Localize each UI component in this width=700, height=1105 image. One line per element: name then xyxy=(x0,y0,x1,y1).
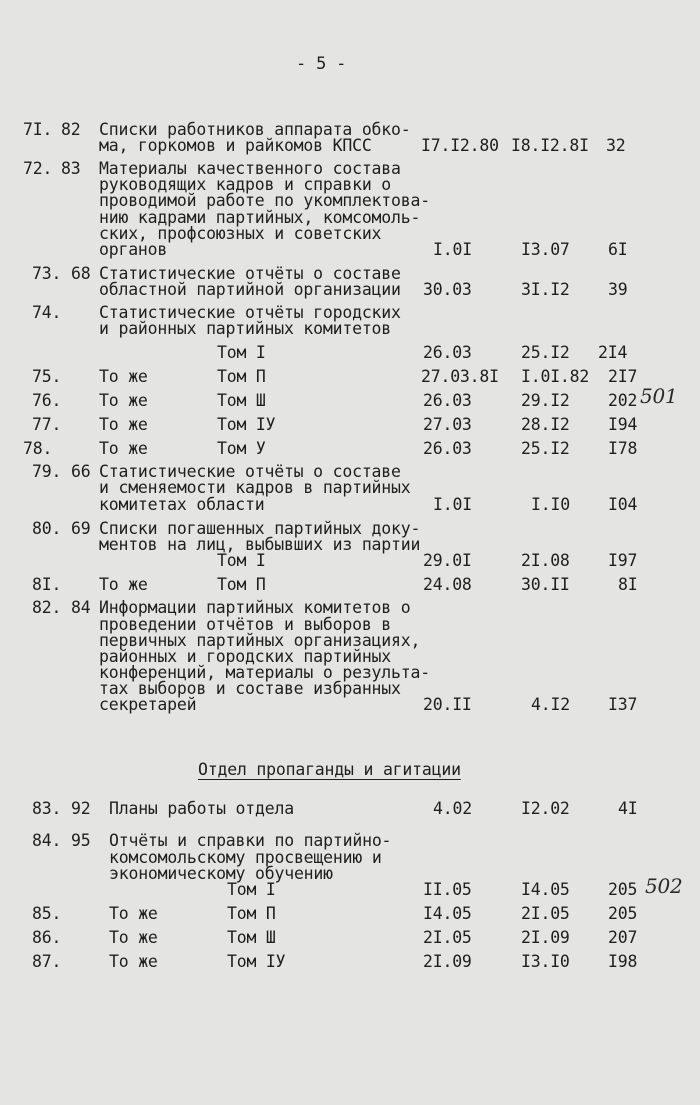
handwritten-note: 501 xyxy=(640,384,678,408)
entry-number: 72. xyxy=(23,159,53,178)
entry-description-line: областной партийной организации xyxy=(99,280,401,299)
entry-description-line: То же xyxy=(99,439,148,458)
entry-description-line: районных и городских партийных xyxy=(99,647,392,666)
entry-sheets: 8I xyxy=(618,575,638,594)
entry-description-line: То же xyxy=(109,952,158,971)
entry-end-date: 2I.09 xyxy=(521,928,570,947)
entry-sheets: 205 xyxy=(608,880,638,899)
entry-description-line: Информации партийных комитетов о xyxy=(99,598,411,617)
entry-description-line: Статистические отчёты о составе xyxy=(99,462,401,481)
entry-sheets: I97 xyxy=(608,551,638,570)
entry-number: 83. xyxy=(32,799,62,818)
entry-description-line: первичных партийных организациях, xyxy=(99,631,421,650)
entry-start-date: 4.02 xyxy=(433,799,472,818)
entry-start-date: 26.03 xyxy=(423,343,472,362)
entry-end-date: 4.I2 xyxy=(531,695,570,714)
entry-volume: Том П xyxy=(217,367,266,386)
entry-description-line: Статистические отчёты городских xyxy=(99,303,401,322)
entry-start-date: 26.03 xyxy=(423,439,472,458)
entry-description-line: То же xyxy=(109,928,158,947)
entry-number: 82. xyxy=(32,598,62,617)
entry-number: 87. xyxy=(32,952,62,971)
entry-end-date: I4.05 xyxy=(521,880,570,899)
entry-number: 79. xyxy=(32,462,62,481)
entry-sheets: 39 xyxy=(608,280,628,299)
entry-description-line: ментов на лиц, выбывших из партии xyxy=(99,535,421,554)
entry-description-line: и сменяемости кадров в партийных xyxy=(99,478,411,497)
entry-sheets: 6I xyxy=(608,240,628,259)
entry-ref: 66 xyxy=(71,462,91,481)
entry-description-line: То же xyxy=(99,575,148,594)
entry-end-date: 29.I2 xyxy=(521,391,570,410)
entry-volume: Том I xyxy=(217,343,266,362)
entry-description-line: Списки работников аппарата обко- xyxy=(99,120,411,139)
entry-number: 76. xyxy=(32,391,62,410)
entry-sheets: 2I4 xyxy=(598,343,628,362)
entry-end-date: 2I.05 xyxy=(521,904,570,923)
entry-number: 86. xyxy=(32,928,62,947)
entry-sheets: 4I xyxy=(618,799,638,818)
entry-volume: Том IУ xyxy=(217,415,276,434)
entry-ref: 69 xyxy=(71,519,91,538)
entry-description-line: То же xyxy=(99,367,148,386)
entry-description-line: руководящих кадров и справки о xyxy=(99,175,392,194)
entry-volume: Том П xyxy=(227,904,276,923)
entry-start-date: 24.08 xyxy=(423,575,472,594)
entry-description-line: тах выборов и составе избранных xyxy=(99,679,401,698)
entry-number: 73. xyxy=(32,264,62,283)
entry-volume: Том I xyxy=(217,551,266,570)
entry-number: 85. xyxy=(32,904,62,923)
entry-start-date: 26.03 xyxy=(423,391,472,410)
entry-volume: Том П xyxy=(217,575,266,594)
entry-description-line: Материалы качественного состава xyxy=(99,159,401,178)
entry-start-date: I7.I2.80 xyxy=(421,136,499,155)
entry-start-date: II.05 xyxy=(423,880,472,899)
entry-end-date: 25.I2 xyxy=(521,439,570,458)
entry-description-line: То же xyxy=(99,415,148,434)
entry-number: 84. xyxy=(32,831,62,850)
entry-ref: 82 xyxy=(61,120,81,139)
entry-number: 7I. xyxy=(23,120,53,139)
entry-number: 80. xyxy=(32,519,62,538)
entry-end-date: I3.I0 xyxy=(521,952,570,971)
entry-ref: 83 xyxy=(61,159,81,178)
entry-ref: 84 xyxy=(71,598,91,617)
entry-end-date: I2.02 xyxy=(521,799,570,818)
entry-sheets: 207 xyxy=(608,928,638,947)
entry-sheets: I04 xyxy=(608,495,638,514)
entry-description-line: То же xyxy=(99,391,148,410)
entry-sheets: I94 xyxy=(608,415,638,434)
entry-description-line: Планы работы отдела xyxy=(109,799,294,818)
entry-end-date: I8.I2.8I xyxy=(511,136,589,155)
entry-volume: Том У xyxy=(217,439,266,458)
entry-start-date: I.0I xyxy=(433,240,472,259)
entry-number: 8I. xyxy=(32,575,62,594)
entry-description-line: нию кадрами партийных, комсомоль- xyxy=(99,208,421,227)
entry-start-date: 2I.05 xyxy=(423,928,472,947)
entry-number: 78. xyxy=(23,439,53,458)
entry-description-line: органов xyxy=(99,240,168,259)
entry-sheets: I37 xyxy=(608,695,638,714)
entry-start-date: 2I.09 xyxy=(423,952,472,971)
entry-number: 75. xyxy=(32,367,62,386)
entry-sheets: I98 xyxy=(608,952,638,971)
entry-end-date: I.0I.82 xyxy=(521,367,590,386)
entry-ref: 68 xyxy=(71,264,91,283)
entry-description-line: То же xyxy=(109,904,158,923)
entry-volume: Том IУ xyxy=(227,952,286,971)
entry-description-line: проведении отчётов и выборов в xyxy=(99,615,392,634)
entry-number: 74. xyxy=(32,303,62,322)
entry-end-date: 2I.08 xyxy=(521,551,570,570)
entry-sheets: 205 xyxy=(608,904,638,923)
entry-end-date: I.I0 xyxy=(531,495,570,514)
entry-end-date: 3I.I2 xyxy=(521,280,570,299)
entry-number: 77. xyxy=(32,415,62,434)
section-heading: Отдел пропаганды и агитации xyxy=(198,760,461,779)
entry-start-date: 30.03 xyxy=(423,280,472,299)
entry-description-line: комсомольскому просвещению и xyxy=(109,848,382,867)
entry-sheets: 32 xyxy=(606,136,626,155)
entry-description-line: Отчёты и справки по партийно- xyxy=(109,831,392,850)
entry-ref: 95 xyxy=(71,831,91,850)
entry-end-date: I3.07 xyxy=(521,240,570,259)
entry-sheets: 2I7 xyxy=(608,367,638,386)
entry-ref: 92 xyxy=(71,799,91,818)
entry-description-line: конференций, материалы о результа- xyxy=(99,663,430,682)
page-number: - 5 - xyxy=(296,54,347,74)
entry-start-date: 27.03.8I xyxy=(421,367,499,386)
handwritten-note: 502 xyxy=(645,874,683,898)
entry-end-date: 28.I2 xyxy=(521,415,570,434)
entry-sheets: I78 xyxy=(608,439,638,458)
entry-volume: Том I xyxy=(227,880,276,899)
entry-start-date: I4.05 xyxy=(423,904,472,923)
entry-volume: Том Ш xyxy=(227,928,276,947)
entry-description-line: ма, горкомов и райкомов КПСС xyxy=(99,136,372,155)
entry-start-date: 29.0I xyxy=(423,551,472,570)
entry-description-line: ских, профсоюзных и советских xyxy=(99,224,382,243)
entry-description-line: Списки погашенных партийных доку- xyxy=(99,519,421,538)
entry-description-line: Статистические отчёты о составе xyxy=(99,264,401,283)
entry-description-line: экономическому обучению xyxy=(109,864,333,883)
entry-volume: Том Ш xyxy=(217,391,266,410)
entry-description-line: секретарей xyxy=(99,695,197,714)
entry-end-date: 30.II xyxy=(521,575,570,594)
entry-sheets: 202 xyxy=(608,391,638,410)
entry-description-line: проводимой работе по укомплектова- xyxy=(99,191,430,210)
entry-description-line: и районных партийных комитетов xyxy=(99,319,392,338)
entry-end-date: 25.I2 xyxy=(521,343,570,362)
entry-start-date: 27.03 xyxy=(423,415,472,434)
entry-start-date: 20.II xyxy=(423,695,472,714)
entry-description-line: комитетах области xyxy=(99,495,265,514)
entry-start-date: I.0I xyxy=(433,495,472,514)
